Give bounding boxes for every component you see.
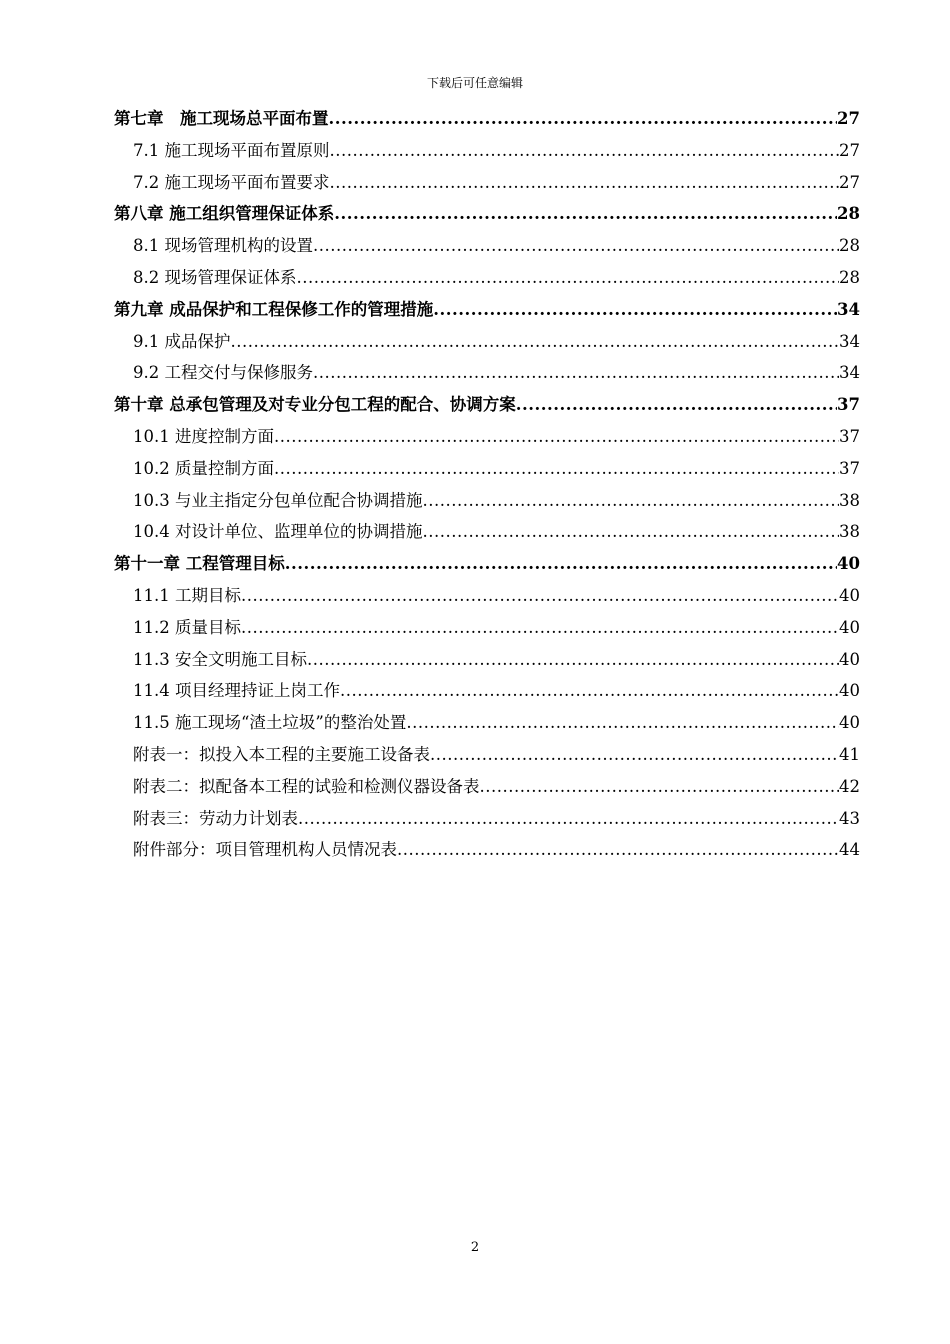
toc-entry-page: 27	[839, 172, 860, 192]
toc-section-entry[interactable]	[114, 357, 860, 389]
toc-chapter-entry[interactable]	[114, 548, 860, 580]
toc-chapter-entry[interactable]	[114, 198, 860, 230]
toc-entry-title: 11.4 项目经理持证上岗工作	[133, 681, 340, 701]
toc-dot-leader	[480, 771, 840, 803]
toc-section-entry[interactable]	[114, 262, 860, 294]
toc-entry-title: 10.2 质量控制方面	[133, 458, 274, 478]
toc-section-entry[interactable]	[114, 421, 860, 453]
toc-dot-leader	[298, 803, 839, 835]
toc-entry-page: 38	[839, 490, 860, 510]
toc-dot-leader	[330, 135, 840, 167]
toc-entry-page: 27	[837, 109, 860, 128]
toc-entry-page: 28	[839, 267, 860, 287]
toc-entry-page: 28	[839, 236, 860, 256]
toc-entry-title: 第七章 施工现场总平面布置	[114, 109, 329, 128]
toc-section-entry[interactable]	[114, 580, 860, 612]
toc-dot-leader	[406, 707, 839, 739]
toc-section-entry[interactable]	[114, 612, 860, 644]
toc-dot-leader	[313, 357, 839, 389]
toc-dot-leader	[241, 612, 839, 644]
toc-entry-title: 附表一：拟投入本工程的主要施工设备表	[133, 744, 430, 764]
toc-dot-leader	[307, 644, 839, 676]
toc-dot-leader	[430, 739, 839, 771]
toc-entry-page: 40	[839, 617, 860, 637]
toc-entry-page: 27	[839, 140, 860, 160]
toc-dot-leader	[231, 326, 840, 358]
toc-entry-page: 42	[839, 776, 860, 796]
toc-section-entry[interactable]	[114, 644, 860, 676]
toc-entry-title: 11.3 安全文明施工目标	[133, 649, 307, 669]
toc-section-entry[interactable]	[114, 803, 860, 835]
toc-entry-title: 10.3 与业主指定分包单位配合协调措施	[133, 490, 423, 510]
toc-entry-page: 34	[839, 363, 860, 383]
toc-entry-title: 11.2 质量目标	[133, 617, 241, 637]
toc-dot-leader	[274, 453, 839, 485]
toc-entry-page: 37	[837, 395, 860, 415]
toc-section-entry[interactable]	[114, 771, 860, 803]
toc-entry-page: 44	[839, 840, 860, 860]
toc-dot-leader	[313, 230, 839, 262]
toc-dot-leader	[297, 262, 840, 294]
toc-entry-page: 34	[839, 331, 860, 351]
toc-section-entry[interactable]	[114, 485, 860, 517]
toc-entry-page: 43	[839, 808, 860, 828]
toc-section-entry[interactable]	[114, 326, 860, 358]
toc-section-entry[interactable]	[114, 453, 860, 485]
toc-dot-leader	[274, 421, 839, 453]
toc-dot-leader	[397, 834, 839, 866]
toc-entry-title: 8.1 现场管理机构的设置	[133, 236, 313, 256]
toc-entry-page: 40	[839, 585, 860, 605]
toc-dot-leader	[330, 167, 840, 199]
toc-entry-title: 9.1 成品保护	[133, 331, 231, 351]
toc-dot-leader	[516, 389, 837, 421]
toc-entry-title: 8.2 现场管理保证体系	[133, 267, 297, 287]
toc-entry-title: 附表三：劳动力计划表	[133, 808, 298, 828]
toc-entry-page: 40	[837, 554, 860, 574]
toc-entry-title: 10.1 进度控制方面	[133, 426, 274, 446]
toc-dot-leader	[334, 198, 837, 230]
header-note: 下载后可任意编辑	[426, 76, 523, 90]
toc-chapter-entry[interactable]	[114, 103, 860, 135]
toc-dot-leader	[241, 580, 839, 612]
page-number: 2	[470, 1240, 480, 1255]
toc-dot-leader	[285, 548, 837, 580]
toc-entry-page: 37	[839, 458, 860, 478]
toc-entry-title: 第八章 施工组织管理保证体系	[114, 204, 335, 224]
toc-entry-title: 7.2 施工现场平面布置要求	[133, 172, 330, 192]
toc-section-entry[interactable]	[114, 516, 860, 548]
toc-entry-title: 11.5 施工现场“渣土垃圾”的整治处置	[133, 713, 407, 733]
toc-entry-title: 11.1 工期目标	[133, 585, 241, 605]
toc-entry-title: 10.4 对设计单位、监理单位的协调措施	[133, 522, 423, 542]
toc-section-entry[interactable]	[114, 707, 860, 739]
toc-entry-page: 38	[839, 522, 860, 542]
toc-entry-page: 40	[839, 681, 860, 701]
toc-dot-leader	[433, 294, 837, 326]
toc-entry-page: 34	[837, 299, 860, 319]
toc-dot-leader	[329, 103, 838, 135]
toc-section-entry[interactable]	[114, 834, 860, 866]
toc-entry-title: 9.2 工程交付与保修服务	[133, 363, 313, 383]
toc-entry-title: 7.1 施工现场平面布置原则	[133, 140, 330, 160]
toc-entry-title: 第十一章 工程管理目标	[114, 554, 285, 574]
toc-section-entry[interactable]	[114, 739, 860, 771]
toc-entry-page: 40	[839, 713, 860, 733]
toc-entry-title: 第九章 成品保护和工程保修工作的管理措施	[114, 299, 434, 319]
toc-entry-page: 40	[839, 649, 860, 669]
toc-entry-title: 附表二：拟配备本工程的试验和检测仪器设备表	[133, 776, 480, 796]
toc-entry-title: 附件部分：项目管理机构人员情况表	[133, 840, 397, 860]
toc-section-entry[interactable]	[114, 167, 860, 199]
toc-entry-page: 41	[839, 744, 860, 764]
toc-dot-leader	[340, 675, 839, 707]
toc-section-entry[interactable]	[114, 135, 860, 167]
toc-entry-title: 第十章 总承包管理及对专业分包工程的配合、协调方案	[114, 395, 516, 415]
toc-entry-page: 28	[837, 204, 860, 224]
toc-section-entry[interactable]	[114, 675, 860, 707]
toc-dot-leader	[422, 516, 839, 548]
toc-entry-page: 37	[839, 426, 860, 446]
toc-chapter-entry[interactable]	[114, 294, 860, 326]
toc-section-entry[interactable]	[114, 230, 860, 262]
table-of-contents	[114, 103, 860, 866]
toc-chapter-entry[interactable]	[114, 389, 860, 421]
toc-dot-leader	[422, 485, 839, 517]
